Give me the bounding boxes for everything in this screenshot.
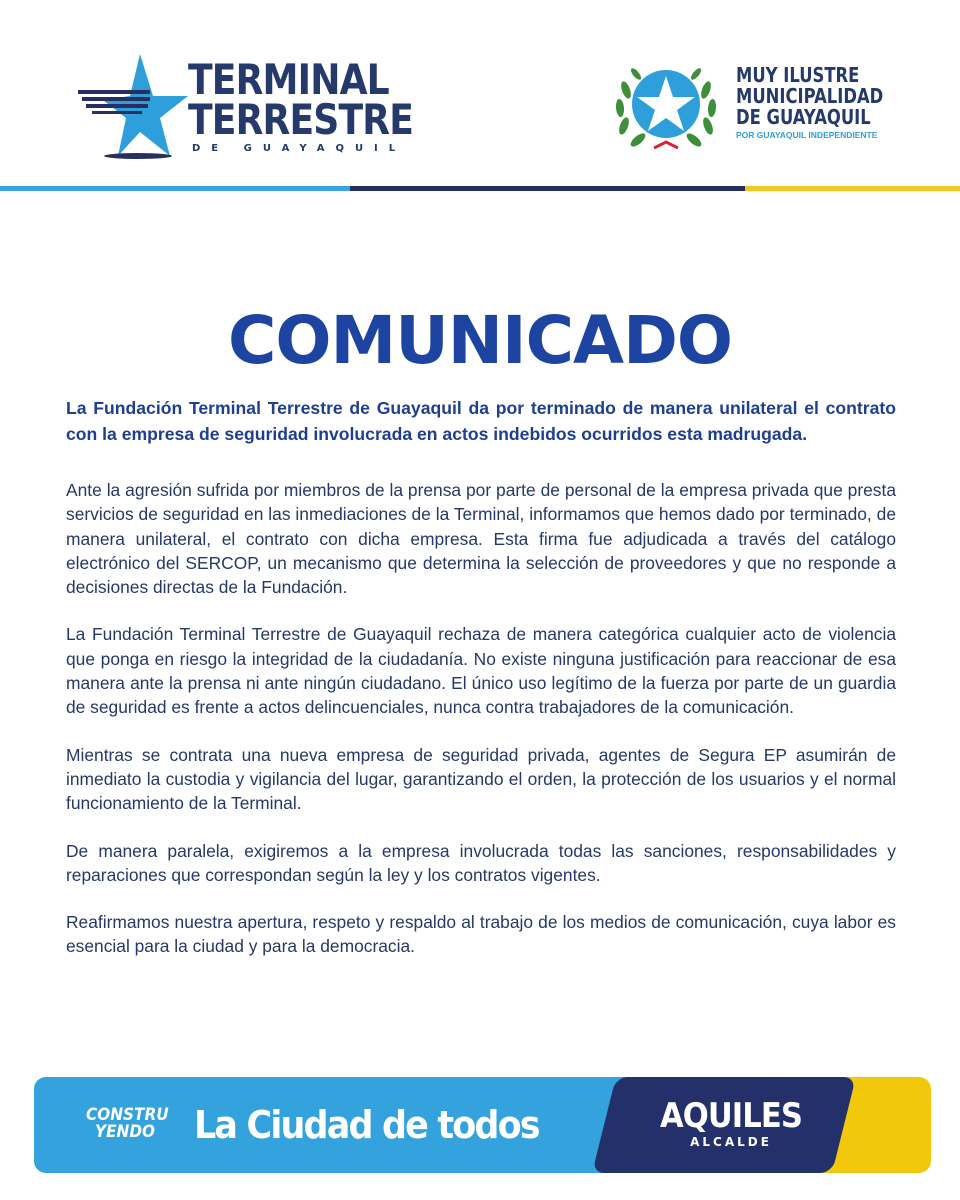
mayor-role: ALCALDE [690,1135,772,1149]
municipality-line3: DE GUAYAQUIL [736,105,871,129]
paragraph-2: Ante la agresión sufrida por miembros de la prensa por parte de personal de la empresa privada que presta servicios de seguridad en las inmediaciones de la Terminal, informamos que hemos dado por terminado, de manera unilateral, el contrato con dicha empresa. Esta firma fue adjudicada a través del catálogo electrónico del SERCOP, un mecanismo que determina la selección de proveedores y que no responde a decisiones directas de la Fundación. [66,480,896,598]
terminal-terrestre-logo [78,52,414,162]
lead-paragraph: La Fundación Terminal Terrestre de Guayaquil da por terminado de manera unilateral el contrato con la empresa de seguridad involucrada en actos indebidos ocurridos esta madrugada. [66,398,896,444]
municipality-line1: MUY ILUSTRE [736,63,860,87]
header-stripe-yellow [745,186,960,191]
header [0,0,960,190]
star-logo-icon [78,52,188,162]
logo-title-line2: TERRESTRE [188,95,414,144]
logo-title-line1: TERMINAL [188,55,389,104]
municipality-tagline: POR GUAYAQUIL INDEPENDIENTE [736,130,878,140]
paragraph-4: Mientras se contrata una nueva empresa de seguridad privada, agentes de Segura EP asumirán de inmediato la custodia y vigilancia del lugar, garantizando el orden, la protección de los usuarios y el normal funcionamiento de la Terminal. [66,744,896,814]
footer-banner [34,1077,931,1173]
header-stripe-blue [0,186,350,191]
logo-subtitle: DE GUAYAQUIL [192,143,407,154]
municipalidad-logo [612,60,912,160]
header-stripe-navy [350,186,745,191]
statement-body [66,396,896,982]
paragraph-3: La Fundación Terminal Terrestre de Guayaquil rechaza de manera categórica cualquier acto de violencia que ponga en riesgo la integridad de la ciudadanía. No existe ninguna justificación para reaccionar de esa manera ante la prensa ni ante ningún ciudadano. El único uso legítimo de la fuerza por parte de un guardia de seguridad es frente a actos delincuenciales, nunca contra trabajadores de la comunicación. [66,624,896,718]
page-title: COMUNICADO [227,302,732,379]
paragraph-5: De manera paralela, exigiremos a la empresa involucrada todas las sanciones, responsabilidades y reparaciones que correspondan según la ley y los contratos vigentes. [66,840,896,885]
municipality-line2: MUNICIPALIDAD [736,84,884,108]
laurel-star-seal-icon [612,60,720,156]
paragraph-6: Reafirmamos nuestra apertura, respeto y respaldo al trabajo de los medios de comunicación, cuya labor es esencial para la ciudad y para la democracia. [66,912,896,957]
mayor-signature [646,1096,816,1149]
slogan-line2: YENDO [95,1122,156,1142]
slogan-main: La Ciudad de todos [194,1103,539,1147]
slogan-prefix [86,1107,169,1141]
mayor-name: AQUILES [659,1096,803,1136]
slogan-line1: CONSTRU [86,1105,169,1125]
